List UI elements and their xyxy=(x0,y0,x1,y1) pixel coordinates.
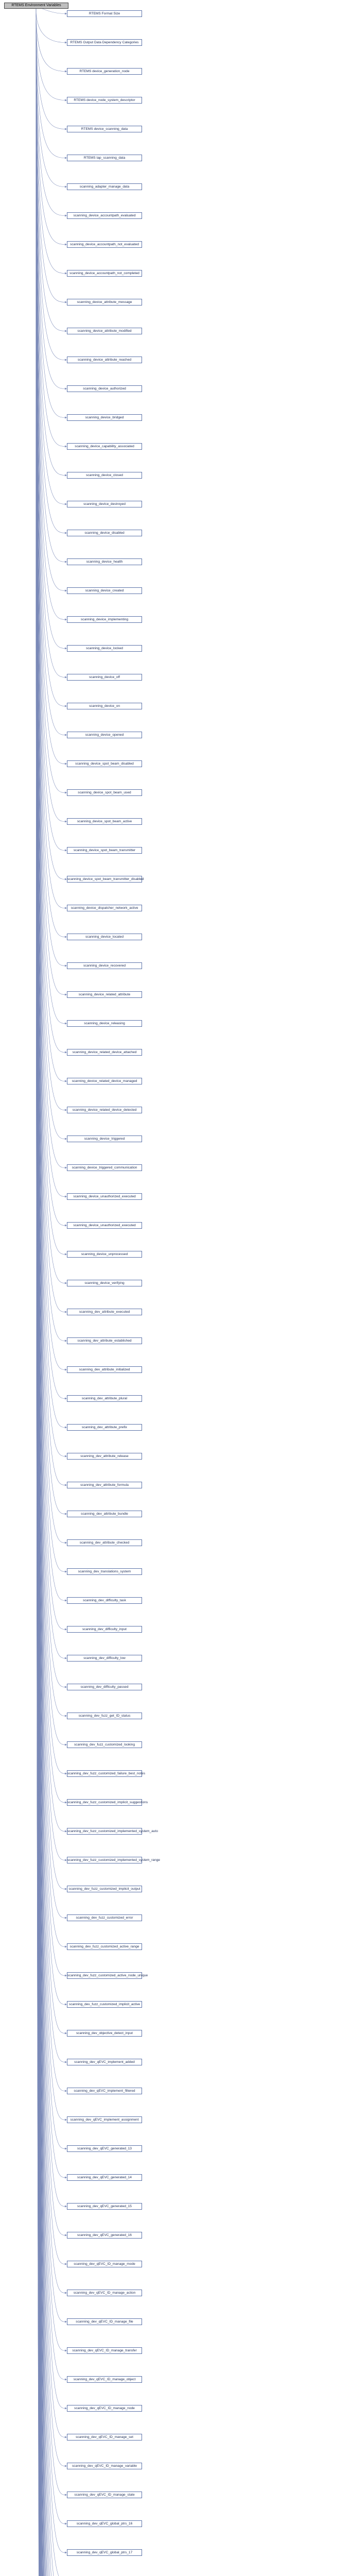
child-node[interactable]: scanning_device_opened xyxy=(67,732,142,738)
child-node[interactable]: RTEMS device_node_system_descriptor xyxy=(67,97,142,104)
child-node[interactable]: scanning_device_related_attribute xyxy=(67,991,142,998)
connector-edge xyxy=(36,9,65,43)
child-node[interactable]: RTEMS Format Size xyxy=(67,10,142,17)
connector-edge xyxy=(36,9,65,331)
child-node[interactable]: scanning_device_unprocessed xyxy=(67,1251,142,1258)
child-node[interactable]: scanning_dev_fuzz_customized_implemented_system_range xyxy=(67,1857,142,1863)
child-node[interactable]: scanning_device_on xyxy=(67,703,142,709)
child-node[interactable]: scanning_dev_qEVC_ID_manage_variable xyxy=(67,2463,142,2469)
connector-edge xyxy=(36,9,65,245)
child-node[interactable]: scanning_dev_qEVC_ID_manage_node xyxy=(67,2405,142,2412)
child-node[interactable]: scanning_device_closed xyxy=(67,472,142,479)
child-node[interactable]: scanning_dev_qEVC_generated_13 xyxy=(67,2145,142,2152)
child-node[interactable]: scanning_dev_attribute_initialized xyxy=(67,1366,142,1373)
child-node[interactable]: scanning_device_attribute_reached xyxy=(67,357,142,363)
child-node[interactable]: scanning_dev_translations_system xyxy=(67,1568,142,1575)
child-node[interactable]: scanning_device_triggered_communication xyxy=(67,1164,142,1171)
child-node[interactable]: scanning_dev_qEVC_generated_16 xyxy=(67,2232,142,2239)
child-node[interactable]: scanning_dev_qEVC_ID_manage_file xyxy=(67,2318,142,2325)
connector-edge xyxy=(36,9,65,562)
child-node[interactable]: scanning_dev_qEVC_global_ptrs_16 xyxy=(67,2520,142,2527)
child-node[interactable]: scanning_dev_attribute_release xyxy=(67,1453,142,1460)
child-node[interactable]: scanning_device_related_device_attached xyxy=(67,1049,142,1056)
child-node[interactable]: scanning_device_spot_beam_active xyxy=(67,818,142,825)
child-node[interactable]: scanning_dev_qEVC_generated_14 xyxy=(67,2174,142,2181)
child-node[interactable]: scanning_adapter_manage_data xyxy=(67,183,142,190)
child-node[interactable]: RTEMS device_generation_node xyxy=(67,68,142,75)
child-node[interactable]: scanning_dev_difficulty_input xyxy=(67,1626,142,1633)
child-node[interactable]: scanning_device_spot_beam_used xyxy=(67,789,142,796)
child-node[interactable]: scanning_dev_difficulty_task xyxy=(67,1597,142,1604)
child-node[interactable]: scanning_dev_attribute_checked xyxy=(67,1539,142,1546)
child-node[interactable]: scanning_device_created xyxy=(67,587,142,594)
child-node[interactable]: scanning_device_attribute_message xyxy=(67,299,142,306)
child-node[interactable]: scanning_device_spot_beam_disabled xyxy=(67,760,142,767)
child-node[interactable]: scanning_dev_qEVC_implement_assignment xyxy=(67,2116,142,2123)
child-node[interactable]: scanning_device_releasing xyxy=(67,1020,142,1027)
child-node[interactable]: scanning_dev_qEVC_ID_manage_transfer xyxy=(67,2347,142,2354)
child-node[interactable]: scanning_device_verifying xyxy=(67,1280,142,1286)
child-node[interactable]: scanning_device_implementing xyxy=(67,616,142,623)
connector-edge xyxy=(36,9,65,764)
child-node[interactable]: RTEMS Output Data Dependency Categories xyxy=(67,39,142,46)
child-node[interactable]: scanning_device_accountpath_not_evaluated xyxy=(67,241,142,248)
child-node[interactable]: scanning_dev_objective_detect_input xyxy=(67,2030,142,2037)
child-node[interactable]: scanning_device_related_device_detected xyxy=(67,1107,142,1113)
child-node[interactable]: scanning_dev_fuzz_customized_error xyxy=(67,1914,142,1921)
child-node[interactable]: scanning_dev_fuzz_customized_failure_best_notes xyxy=(67,1770,142,1777)
child-node[interactable]: scanning_device_spot_beam_transmitter xyxy=(67,847,142,854)
child-node[interactable]: scanning_dev_fuzz_customized_implicit_suggestions xyxy=(67,1799,142,1806)
child-node[interactable]: scanning_dev_difficulty_passed xyxy=(67,1684,142,1690)
child-node[interactable]: scanning_dev_fuzz_customized_active_node_unique xyxy=(67,1972,142,1979)
child-node[interactable]: scanning_device_capability_associated xyxy=(67,443,142,450)
child-node[interactable]: scanning_dev_fuzz_customized_active_range xyxy=(67,1943,142,1950)
child-node[interactable]: scanning_dev_attribute_executed xyxy=(67,1309,142,1315)
child-node[interactable]: scanning_dev_attribute_formula xyxy=(67,1482,142,1488)
child-node[interactable]: scanning_device_related_device_managed xyxy=(67,1078,142,1084)
child-node[interactable]: scanning_device_recovered xyxy=(67,962,142,969)
child-node[interactable]: scanning_dev_attribute_prefix xyxy=(67,1424,142,1431)
child-node[interactable]: scanning_device_bridged xyxy=(67,414,142,421)
child-node[interactable]: scanning_dev_qEVC_ID_manage_action xyxy=(67,2290,142,2296)
child-node[interactable]: scanning_dev_qEVC_global_ptrs_17 xyxy=(67,2549,142,2556)
child-node[interactable]: scanning_device_accountpath_not_completed xyxy=(67,270,142,277)
connector-edge xyxy=(36,9,65,274)
child-node[interactable]: RTEMS tap_scanning_data xyxy=(67,155,142,161)
child-node[interactable]: scanning_dev_qEVC_ID_manage_state xyxy=(67,2492,142,2498)
child-node[interactable]: scanning_dev_attribute_established xyxy=(67,1337,142,1344)
root-node[interactable]: RTEMS Environment Variables xyxy=(4,3,68,9)
child-node[interactable]: RTEMS device_scanning_data xyxy=(67,126,142,132)
child-node[interactable]: scanning_dev_attribute_bundle xyxy=(67,1511,142,1517)
child-node[interactable]: scanning_dev_fuzz_customized_implemented_system_auto xyxy=(67,1828,142,1835)
child-node[interactable]: scanning_dev_fuzz_customized_implicit_output xyxy=(67,1886,142,1892)
connector-edge xyxy=(36,9,65,302)
child-node[interactable]: scanning_device_located xyxy=(67,934,142,940)
child-node[interactable]: scanning_dev_qEVC_ID_manage_object xyxy=(67,2376,142,2383)
child-node[interactable]: scanning_dev_fuzz_get_ID_status xyxy=(67,1713,142,1719)
child-node[interactable]: scanning_dev_qEVC_implement_added xyxy=(67,2059,142,2065)
child-node[interactable]: scanning_device_authorized xyxy=(67,385,142,392)
child-node[interactable]: scanning_device_triggered xyxy=(67,1136,142,1142)
child-node[interactable]: scanning_dev_qEVC_ID_manage_set xyxy=(67,2434,142,2441)
child-node[interactable]: scanning_device_health xyxy=(67,558,142,565)
connector-edge xyxy=(36,9,65,100)
child-node[interactable]: scanning_device_off xyxy=(67,674,142,681)
connector-edge xyxy=(36,9,65,822)
child-node[interactable]: scanning_device_dispatcher_network_active xyxy=(67,905,142,911)
connector-edge xyxy=(36,9,65,389)
child-node[interactable]: scanning_device_locked xyxy=(67,645,142,652)
connector-edge xyxy=(36,9,65,129)
child-node[interactable]: scanning_device_spot_beam_transmitter_disabled xyxy=(67,876,142,883)
connector-edge xyxy=(36,9,65,158)
child-node[interactable]: scanning_device_accountpath_evaluated xyxy=(67,212,142,219)
child-node[interactable]: scanning_dev_qEVC_generated_15 xyxy=(67,2203,142,2210)
child-node[interactable]: scanning_dev_fuzz_customized_looking xyxy=(67,1741,142,1748)
child-node[interactable]: scanning_device_unauthorized_executed xyxy=(67,1193,142,1200)
child-node[interactable]: scanning_device_disabled xyxy=(67,530,142,536)
child-node[interactable]: scanning_device_attribute_modified xyxy=(67,328,142,334)
child-node[interactable]: scanning_dev_qEVC_implement_filtered xyxy=(67,2088,142,2094)
child-node[interactable]: scanning_device_unauthorized_executed xyxy=(67,1222,142,1229)
child-node[interactable]: scanning_dev_attribute_plural xyxy=(67,1395,142,1402)
connector-edge xyxy=(36,9,65,72)
child-node[interactable]: scanning_dev_difficulty_low xyxy=(67,1655,142,1662)
child-node[interactable]: scanning_dev_fuzz_customized_implicit_active xyxy=(67,2001,142,2008)
child-node[interactable]: scanning_device_destroyed xyxy=(67,501,142,507)
connector-edge xyxy=(36,9,65,504)
child-node[interactable]: scanning_dev_qEVC_ID_manage_mode xyxy=(67,2261,142,2267)
